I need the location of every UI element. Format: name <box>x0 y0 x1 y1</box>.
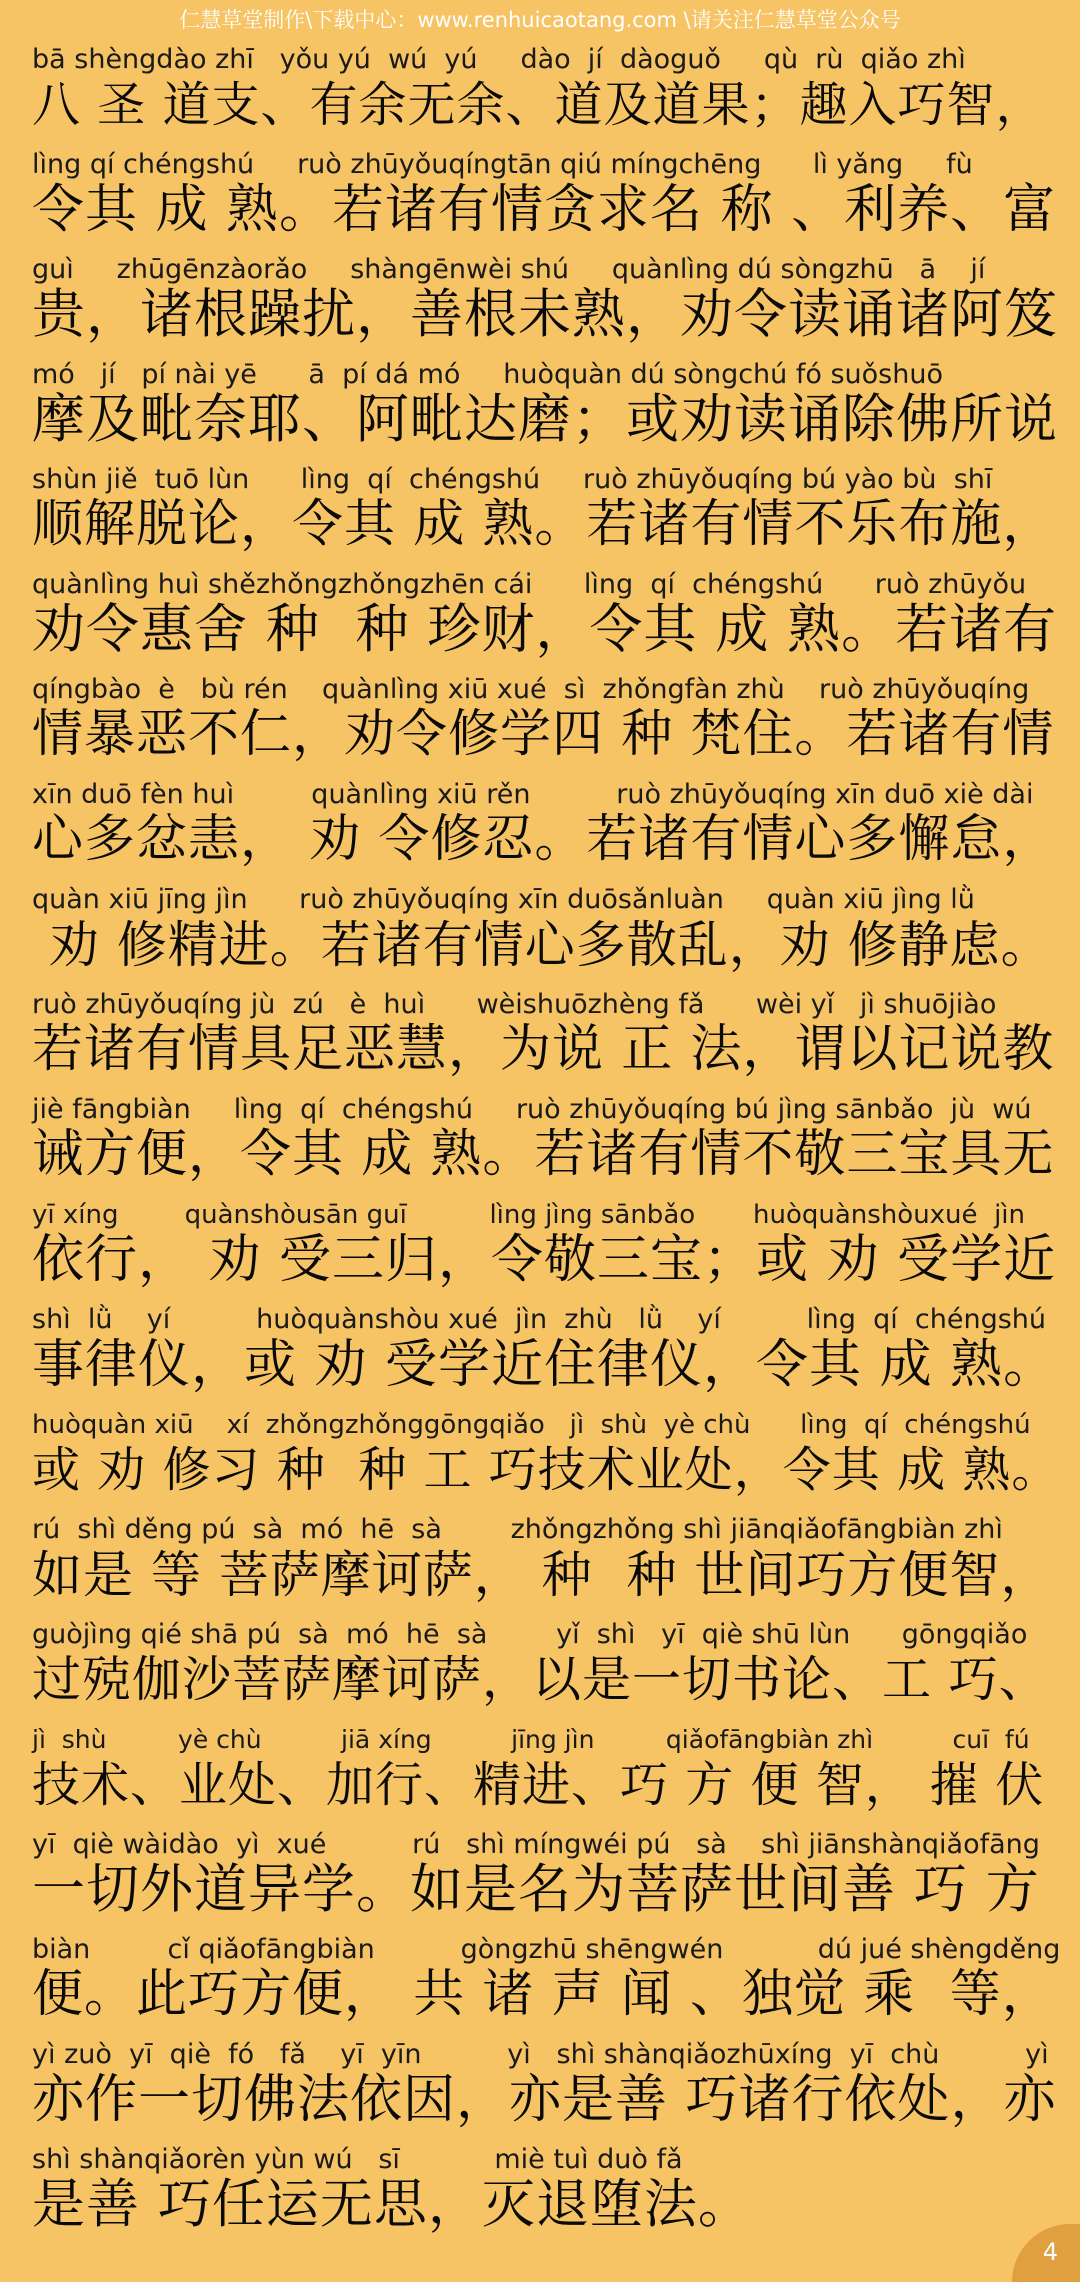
hanzi-row: 心多忿恚， 劝 令修忍。若诸有情心多懈怠， <box>32 810 1055 869</box>
hanzi-row: 一切外道异学。如是名为菩萨世间善 巧 方 <box>32 1859 1040 1920</box>
text-line <box>32 876 1062 981</box>
text-line <box>32 1716 1062 1821</box>
pinyin-row: jì shù yè chù jiā xíng jīng jìn qiǎofāngbiàn zhì cuī fú <box>32 1725 1030 1754</box>
text-line <box>32 36 1062 141</box>
text-line <box>32 1926 1062 2031</box>
text-line <box>32 141 1062 246</box>
hanzi-row: 八 圣 道支、有余无余、道及道果；趣入巧智， <box>32 77 1045 133</box>
hanzi-row: 劝 修精进。若诸有情心多散乱，劝 修静虑。 <box>32 916 1052 974</box>
hanzi-row: 令其 成 熟。若诸有情贪求名 称 、利养、富 <box>32 180 1057 240</box>
hanzi-row: 依行， 劝 受三归，令敬三宝；或 劝 受学近 <box>32 1230 1057 1290</box>
text-line <box>32 1821 1062 1926</box>
pinyin-row: shùn jiě tuō lùn lìng qí chéngshú ruò zhūyǒuqíng bú yào bù shī <box>32 464 993 495</box>
text-line <box>32 1506 1062 1611</box>
pinyin-row: ruò zhūyǒuqíng jù zú è huì wèishuōzhèng fǎ wèi yǐ jì shuōjiào <box>32 989 997 1020</box>
hanzi-row: 若诸有情具足恶慧，为说 正 法，谓以记说教 <box>32 1020 1055 1079</box>
hanzi-row: 摩及毗奈耶、阿毗达磨；或劝读诵除佛所说 <box>32 389 1058 450</box>
text-line <box>32 1086 1062 1191</box>
pinyin-row: yī xíng quànshòusān guī lìng jìng sānbǎo huòquànshòuxué jìn <box>32 1200 1025 1230</box>
hanzi-row: 亦作一切佛法依因，亦是善 巧诸行依处，亦 <box>32 2070 1057 2130</box>
text-line <box>32 2136 1062 2241</box>
text-line <box>32 981 1062 1086</box>
text-line <box>32 666 1062 771</box>
hanzi-row: 情暴恶不仁，劝令修学四 种 梵住。若诸有情 <box>32 705 1055 764</box>
pinyin-row: qíngbào è bù rén quànlìng xiū xué sì zhǒngfàn zhù ruò zhūyǒuqíng <box>32 674 1030 705</box>
text-line <box>32 456 1062 561</box>
hanzi-row: 劝令惠舍 种 种 珍财，令其 成 熟。若诸有 <box>32 599 1058 660</box>
text-line <box>32 771 1062 876</box>
text-line <box>32 1296 1062 1401</box>
text-body <box>32 36 1062 2241</box>
hanzi-row: 诫方便，令其 成 熟。若诸有情不敬三宝具无 <box>32 1125 1055 1184</box>
pinyin-row: lìng qí chéngshú ruò zhūyǒuqíngtān qiú míngchēng lì yǎng fù <box>32 149 973 180</box>
hanzi-row: 技术、业处、加行、精进、巧 方 便 智， 摧 伏 <box>32 1757 1045 1813</box>
text-line <box>32 1191 1062 1296</box>
pinyin-row: biàn cǐ qiǎofāngbiàn gòngzhū shēngwén dú jué shèngděng <box>32 1934 1061 1965</box>
hanzi-row: 如是 等 菩萨摩诃萨， 种 种 世间巧方便智， <box>32 1546 1052 1604</box>
pinyin-row: guì zhūgēnzàorǎo shàngēnwèi shú quànlìng dú sòngzhū ā jí <box>32 254 986 285</box>
pinyin-row: xīn duō fèn huì quànlìng xiū rěn ruò zhūyǒuqíng xīn duō xiè dài <box>32 779 1034 810</box>
pinyin-row: shì lǜ yí huòquànshòu xué jìn zhù lǜ yí lìng qí chéngshú <box>32 1304 1047 1335</box>
text-line <box>32 561 1062 666</box>
pinyin-row: shì shànqiǎorèn yùn wú sī miè tuì duò fǎ <box>32 2144 683 2175</box>
hanzi-row: 事律仪，或 劝 受学近住律仪，令其 成 熟。 <box>32 1335 1057 1395</box>
text-line <box>32 1611 1062 1716</box>
pinyin-row: guòjìng qié shā pú sà mó hē sà yǐ shì yī qiè shū lùn gōngqiǎo <box>32 1619 1028 1650</box>
pinyin-row: quàn xiū jīng jìn ruò zhūyǒuqíng xīn duōsǎnluàn quàn xiū jìng lǜ <box>32 884 975 915</box>
pinyin-row: bā shèngdào zhī yǒu yú wú yú dào jí dàoguǒ qù rù qiǎo zhì <box>32 44 966 75</box>
pinyin-row: mó jí pí nài yē ā pí dá mó huòquàn dú sòngchú fó suǒshuō <box>32 359 943 390</box>
text-line <box>32 1401 1062 1506</box>
pinyin-row: jiè fāngbiàn lìng qí chéngshú ruò zhūyǒuqíng bú jìng sānbǎo jù wú <box>32 1094 1032 1125</box>
hanzi-row: 或 劝 修习 种 种 工 巧技术业处，令其 成 熟。 <box>32 1442 1061 1498</box>
hanzi-row: 顺解脱论，令其 成 熟。若诸有情不乐布施， <box>32 495 1055 554</box>
hanzi-row: 过殑伽沙菩萨摩诃萨，以是一切书论、工 巧、 <box>32 1651 1049 1708</box>
pinyin-row: rú shì děng pú sà mó hē sà zhǒngzhǒng shì jiānqiǎofāngbiàn zhì <box>32 1514 1003 1545</box>
text-line <box>32 2031 1062 2136</box>
hanzi-row: 贵，诸根躁扰，善根未熟，劝令读诵诸阿笈 <box>32 284 1058 345</box>
pinyin-row: yì zuò yī qiè fó fǎ yī yīn yì shì shànqiǎozhūxíng yī chù yì <box>32 2039 1049 2070</box>
pinyin-row: yī qiè wàidào yì xué rú shì míngwéi pú sà shì jiānshànqiǎofāng <box>32 1829 1040 1860</box>
page-number: 4 <box>1012 2224 1080 2282</box>
hanzi-row: 是善 巧任运无思，灭退堕法。 <box>32 2174 752 2235</box>
text-line <box>32 246 1062 351</box>
pinyin-row: quànlìng huì shězhǒngzhǒngzhēn cái lìng qí chéngshú ruò zhūyǒu <box>32 569 1027 600</box>
hanzi-row: 便。此巧方便， 共 诸 声 闻 、独觉 乘 等， <box>32 1965 1054 2024</box>
page-header: 仁慧草堂制作\下载中心：www.renhuicaotang.com \请关注仁慧草堂公众号 <box>179 8 901 32</box>
pinyin-row: huòquàn xiū xí zhǒngzhǒnggōngqiǎo jì shù yè chù lìng qí chéngshú <box>32 1410 1031 1440</box>
text-line <box>32 351 1062 456</box>
